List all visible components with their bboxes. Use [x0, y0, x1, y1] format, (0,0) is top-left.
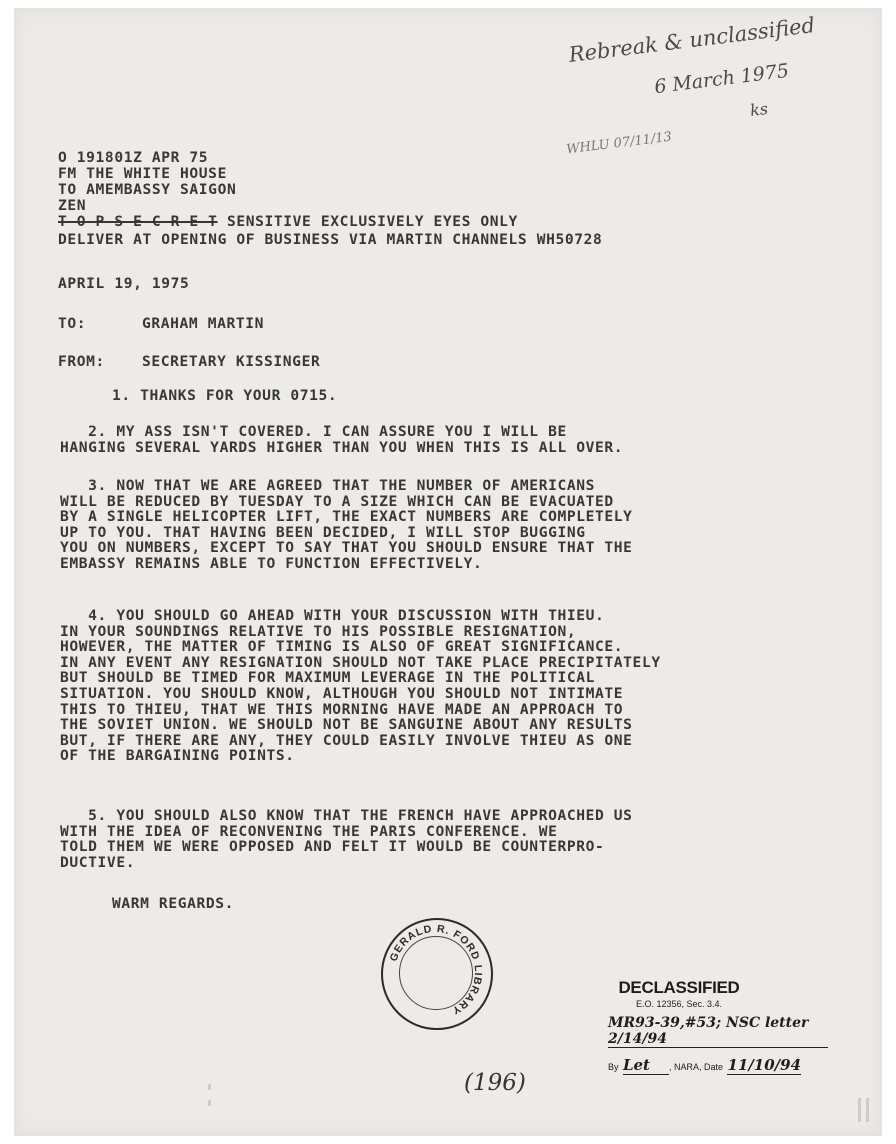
handwritten-note-line4: WHLU 07/11/13	[565, 129, 673, 158]
declassified-title: DECLASSIFIED	[618, 978, 740, 997]
seal-text-icon	[381, 918, 489, 1026]
paragraph-3: 3. NOW THAT WE ARE AGREED THAT THE NUMBER OF AMERICANS WILL BE REDUCED BY TUESDAY TO A SIZE WHICH CAN BE EVACUATED BY A SINGLE HELICOPTER LIFT, THE EXACT NUMBERS ARE COMPLETELY UP TO YOU. THAT HAVING BEEN DECIDED, I WILL STOP BUGGING YOU ON NUMBERS, EXCEPT TO SAY THAT YOU SHOULD ENSURE THAT THE EMBASSY REMAINS ABLE TO FUNCTION EFFECTIVELY.	[60, 477, 633, 572]
from-label: FROM:	[58, 353, 105, 370]
paragraph-2: 2. MY ASS ISN'T COVERED. I CAN ASSURE YOU I WILL BE HANGING SEVERAL YARDS HIGHER THAN YOU WHEN THIS IS ALL OVER.	[60, 423, 624, 456]
dtg-line: O 191801Z APR 75	[58, 149, 209, 166]
paragraph-4: 4. YOU SHOULD GO AHEAD WITH YOUR DISCUSSION WITH THIEU. IN YOUR SOUNDINGS RELATIVE TO HIS POSSIBLE RESIGNATION, HOWEVER, THE MATTER OF TIMING IS ALSO OF GREAT SIGNIFICANCE. IN ANY EVENT ANY RESIGNATION SHOULD NOT TAKE PLACE PRECIPITATELY BUT SHOULD BE TIMED FOR MAXIMUM LEVERAGE IN THE POLITICAL SITUATION. YOU SHOULD KNOW, ALTHOUGH YOU SHOULD NOT INTIMATE THIS TO THIEU, THAT WE THIS MORNING HAVE MADE AN APPROACH TO THE SOVIET UNION. WE SHOULD NOT BE SANGUINE ABOUT ANY RESULTS BUT, IF THERE ARE ANY, THEY COULD EASILY INVOLVE THIEU AS ONE OF THE BARGAINING POINTS.	[60, 607, 661, 765]
memo-date: APRIL 19, 1975	[58, 275, 190, 292]
declassified-ref-row	[608, 1015, 828, 1048]
top-secret-struck: T O P S E C R E T	[58, 213, 218, 230]
classification-line	[58, 214, 518, 230]
declassified-date: 11/10/94	[727, 1056, 802, 1074]
to-label: TO:	[58, 315, 87, 332]
by-value: Let	[623, 1056, 669, 1075]
declassified-by-row	[608, 1056, 828, 1075]
library-seal	[381, 918, 493, 1030]
scan-mark	[858, 1098, 861, 1122]
zen-line: ZEN	[58, 197, 87, 214]
handwritten-note-line2: 6 March 1975	[653, 59, 791, 99]
handwritten-note-line3: ks	[748, 98, 769, 121]
paragraph-5: 5. YOU SHOULD ALSO KNOW THAT THE FRENCH HAVE APPROACHED US WITH THE IDEA OF RECONVENING THE PARIS CONFERENCE. WE TOLD THEM WE WERE OPPOSED AND FELT IT WOULD BE COUNTERPRO- DUCTIVE.	[60, 807, 633, 871]
scan-mark	[866, 1098, 869, 1122]
seal-text: GERALD R. FORD LIBRARY	[387, 922, 485, 1017]
page-number: (196)	[464, 1070, 526, 1096]
svg-text:GERALD R. FORD LIBRARY	[388, 923, 485, 1017]
scan-mark	[208, 1100, 211, 1106]
document-page	[14, 8, 882, 1136]
to-value: GRAHAM MARTIN	[142, 315, 265, 332]
from-value: SECRETARY KISSINGER	[142, 353, 321, 370]
to-line: TO AMEMBASSY SAIGON	[58, 181, 237, 198]
declassified-stamp	[608, 978, 828, 1075]
handwritten-note-line1: Rebreak & unclassified	[567, 12, 817, 68]
closing: WARM REGARDS.	[112, 895, 235, 912]
paragraph-1: 1. THANKS FOR YOUR 0715.	[112, 387, 338, 404]
declassified-eo: E.O. 12356, Sec. 3.4.	[635, 999, 723, 1009]
declassified-reference: MR93-39,#53; NSC letter 2/14/94	[608, 1015, 828, 1048]
by-label: By	[608, 1062, 619, 1072]
nara-date-label: , NARA, Date	[668, 1062, 723, 1072]
from-line: FM THE WHITE HOUSE	[58, 165, 227, 182]
scan-mark	[208, 1084, 211, 1090]
deliver-line: DELIVER AT OPENING OF BUSINESS VIA MARTIN CHANNELS WH50728	[58, 231, 603, 248]
classification-text: SENSITIVE EXCLUSIVELY EYES ONLY	[217, 213, 518, 230]
